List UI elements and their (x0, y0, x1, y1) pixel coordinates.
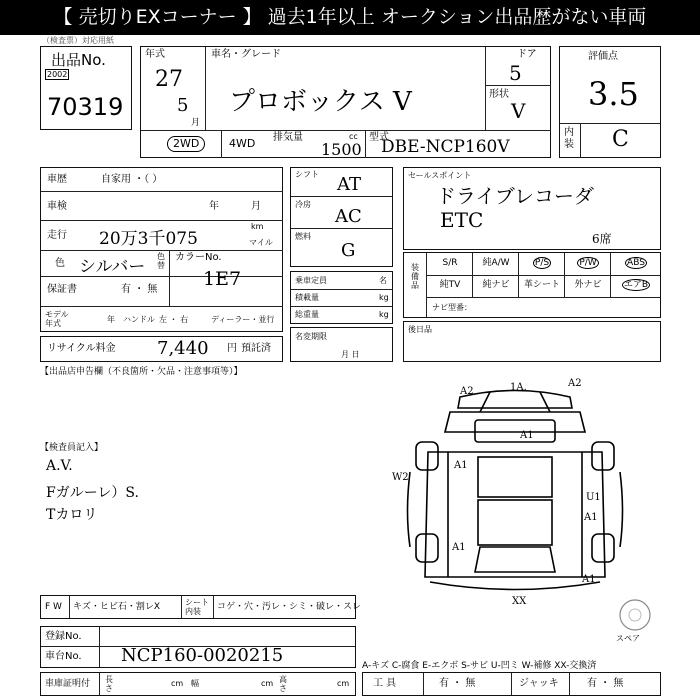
capacity-unit: 名 (379, 276, 387, 285)
mileage-unit-mile: マイル (249, 238, 273, 247)
equip-airbag (612, 280, 660, 291)
interior-value: C (612, 127, 629, 152)
total-label: 総重量 (295, 310, 319, 319)
warranty-value: 有 ・ 無 (121, 284, 158, 295)
seat-note: 6席 (592, 232, 612, 246)
load-label: 積載量 (295, 293, 319, 302)
name-change-box (290, 327, 393, 362)
capacity-box (290, 271, 393, 324)
load-unit: kg (379, 293, 389, 302)
fw-label: F W (45, 602, 62, 612)
equip-pw-label: P/W (579, 258, 597, 268)
total-unit: kg (379, 310, 389, 319)
warranty-label: 保証書 (47, 284, 77, 295)
length-label: 長さ (105, 675, 113, 693)
height-label: 高さ (279, 675, 287, 693)
score-value: 3.5 (588, 75, 639, 113)
damage-mark: 1A. (510, 382, 527, 393)
sales-label: セールスポイント (408, 171, 472, 180)
remarks-label: 【出品店申告欄（不良箇所・欠品・注意事項等）】 (40, 367, 243, 377)
dealer-label: ディーラー・並行 (211, 315, 275, 324)
damage-mark: A2 (568, 378, 582, 389)
capacity-label: 乗車定員 (295, 276, 327, 285)
width-label: 幅 (191, 679, 199, 688)
color-code-label: カラーNo. (175, 252, 222, 263)
inspection-year: 年 (209, 201, 219, 212)
inspector-label: 【検査員記入】 (40, 443, 104, 453)
handle-value: 左 ・ 右 (159, 315, 189, 324)
damage-legend: A-キズ C-腐食 E-エクボ S-サビ U-凹ミ W-補修 XX-交換済 (362, 661, 597, 671)
change-label: 名変期限 (295, 332, 327, 341)
model-year-label: モデル年式 (45, 310, 69, 328)
model-label: 型式 (369, 132, 389, 143)
drive-4wd: 4WD (229, 137, 256, 150)
month-value: 5 (177, 95, 189, 116)
equipment-box (403, 252, 661, 318)
chassis-label: 車台No. (45, 651, 82, 662)
history-label: 車歴 (47, 174, 67, 185)
shape-label: 形状 (489, 89, 509, 100)
seat-label: シート内装 (185, 598, 209, 616)
damage-mark: A1 (452, 542, 466, 553)
name-label: 車名・グレード (211, 49, 281, 60)
fuel-value: G (341, 240, 356, 261)
equip-tv: 純TV (439, 280, 461, 290)
damage-mark: A1 (582, 574, 596, 585)
mileage-unit-km: km (251, 222, 264, 231)
equip-airbag-label: エアB (623, 280, 649, 290)
inspection-label: 車検 (47, 201, 67, 212)
recycle-label: リサイクル料金 (47, 343, 116, 354)
drive-2wd: 2WD (167, 136, 205, 152)
lot-tag: 2002 (47, 70, 68, 79)
equip-ps-label: P/S (534, 258, 550, 268)
door-value: 5 (509, 61, 522, 85)
inspector-note-1: A.V. (46, 458, 73, 474)
fuel-label: 燃料 (295, 232, 311, 241)
change-unit: 月 日 (341, 350, 360, 359)
fw-seat-box (40, 595, 362, 619)
lot-box (40, 46, 132, 130)
inspection-month: 月 (251, 201, 261, 212)
history-value: 自家用 ・（ ） (101, 174, 163, 185)
equip-navi: 純ナビ (482, 280, 510, 290)
model-value: DBE-NCP160V (381, 137, 510, 157)
equip-pw (566, 258, 610, 269)
door-label: ドア (517, 49, 537, 60)
shift-label: シフト (295, 170, 319, 179)
ac-label: 冷房 (295, 200, 311, 209)
color-code-value: 1E7 (203, 268, 242, 290)
recycle-note: 預託済 (241, 343, 271, 354)
model-year-unit: 年 (107, 315, 115, 324)
jack-label: ジャッキ (519, 678, 559, 689)
sales-point-box (403, 167, 661, 250)
vehicle-info-table (40, 167, 283, 332)
color-change-label: 色替 (157, 252, 165, 270)
damage-mark: A1 (584, 512, 598, 523)
retrofit-label: 後日品 (408, 325, 432, 334)
recycle-box (40, 336, 283, 362)
car-name: プロボックス V (229, 87, 412, 117)
year-label: 年式 (145, 49, 165, 60)
score-box (559, 46, 661, 158)
color-value: シルバー (79, 257, 146, 277)
cm-unit: cm (261, 679, 274, 688)
cm-unit: cm (171, 679, 184, 688)
equip-ext-navi: 外ナビ (574, 280, 602, 290)
tools-value: 有 ・ 無 (439, 678, 476, 689)
recycle-value: 7,440 (157, 338, 209, 359)
registration-box (40, 626, 356, 668)
damage-mark: XX (512, 596, 527, 607)
color-label: 色 (55, 258, 65, 269)
vehicle-header-box (140, 46, 551, 158)
sub-label: （検査票）対応用紙 (42, 36, 114, 45)
mileage-value: 20万3千075 (99, 229, 198, 249)
shift-value: AT (337, 174, 362, 195)
equip-sr: S/R (442, 258, 458, 268)
damage-mark: A1 (520, 430, 534, 441)
car-damage-diagram (390, 372, 640, 622)
spare-tire-icon (618, 598, 652, 632)
lot-number: 70319 (47, 93, 124, 121)
sales-line-2: ETC (440, 208, 484, 232)
shape-value: V (511, 99, 526, 123)
lot-label: 出品No. (51, 51, 106, 69)
navi-model-label: ナビ型番： (432, 303, 472, 312)
tools-box (362, 672, 661, 696)
chassis-value: NCP160-0020215 (121, 645, 284, 666)
score-label: 評価点 (588, 51, 618, 62)
tools-label: 工 具 (373, 678, 397, 689)
ac-value: AC (335, 206, 362, 227)
seat-options: コゲ・穴・汚レ・シミ・破レ・スレ (217, 602, 362, 612)
sales-line-1: ドライブレコーダ (436, 184, 594, 208)
displacement-unit: cc (349, 132, 358, 141)
damage-mark: A2 (460, 386, 474, 397)
inspector-note-3: Tカロリ (46, 507, 98, 523)
year-value: 27 (155, 67, 183, 92)
spec-box (290, 167, 393, 267)
retrofit-box (403, 321, 661, 362)
displacement-value: 1500 (321, 140, 362, 159)
interior-label: 内装 (564, 127, 574, 150)
jack-value: 有 ・ 無 (587, 678, 624, 689)
spare-label: スペア (616, 634, 640, 643)
equip-abs-label: ABS (627, 258, 645, 268)
recycle-unit: 円 (227, 343, 237, 354)
equip-abs (612, 258, 660, 269)
cm-unit: cm (337, 679, 350, 688)
damage-mark: W2 (392, 472, 409, 483)
mileage-label: 走行 (47, 230, 67, 241)
damage-mark: A1 (454, 460, 468, 471)
equip-ps (520, 258, 564, 269)
banner: 【 売切りEXコーナー 】 過去1年以上 オークション出品歴がない車両 (0, 0, 700, 35)
inspector-note-2: Fガルーレ）S. (46, 485, 139, 501)
handle-label: ハンドル (123, 315, 155, 324)
fw-options: キズ・ヒビ石・割レX (73, 602, 160, 612)
month-unit: 月 (191, 118, 201, 128)
equip-aw: 純A/W (482, 258, 510, 268)
equipment-label: 装備品 (411, 263, 419, 290)
equip-leather: 革シート (523, 280, 560, 290)
reg-label: 登録No. (45, 631, 82, 642)
garage-cert-box (40, 672, 356, 696)
displacement-label: 排気量 (273, 132, 303, 143)
cert-label: 車庫証明付 (45, 679, 91, 689)
damage-mark: U1 (586, 492, 601, 503)
